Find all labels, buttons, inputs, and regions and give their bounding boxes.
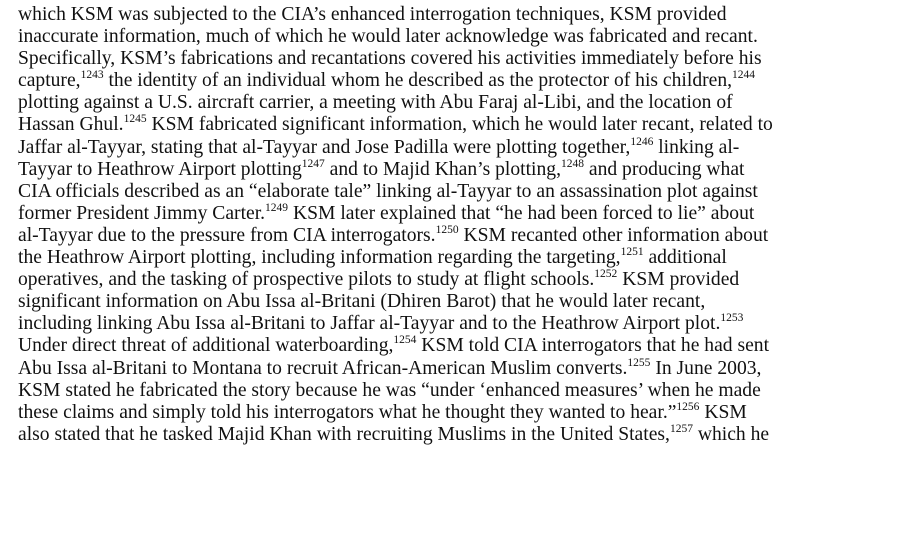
footnote-marker: 1244 [732, 69, 756, 82]
text-segment: also stated that he tasked Majid Khan with recruiting Muslims in the United States, [18, 423, 670, 445]
footnote-marker: 1247 [301, 157, 325, 170]
text-segment: KSM told CIA interrogators that he had sent [416, 335, 770, 357]
text-segment: linking al- [653, 136, 740, 158]
text-segment: Abu Issa al-Britani to Montana to recruit African-American Muslim converts. [18, 357, 628, 379]
text-line [18, 247, 914, 269]
text-line [18, 70, 914, 92]
text-segment: Jaffar al-Tayyar, stating that al-Tayyar and Jose Padilla were plotting together, [18, 136, 631, 158]
footnote-marker: 1250 [435, 223, 459, 236]
body-text [18, 4, 914, 446]
text-segment: KSM fabricated significant information, which he would later recant, related to [146, 114, 773, 136]
text-line [18, 159, 914, 181]
text-segment: and to Majid Khan’s plotting, [324, 158, 561, 180]
text-segment: which KSM was subjected to the CIA’s enhanced interrogation techniques, KSM provided [18, 4, 727, 25]
footnote-marker: 1257 [669, 422, 693, 435]
text-segment: operatives, and the tasking of prospective pilots to study at flight schools. [18, 269, 595, 291]
footnote-marker: 1253 [720, 312, 744, 325]
text-line [18, 402, 914, 424]
text-line [18, 335, 914, 357]
text-segment: KSM stated he fabricated the story because he was “under ‘enhanced measures’ when he made [18, 379, 761, 401]
text-line [18, 424, 914, 446]
text-line [18, 380, 914, 402]
text-segment: KSM later explained that “he had been forced to lie” about [288, 202, 755, 224]
text-line [18, 48, 914, 70]
text-segment: KSM provided [617, 269, 740, 291]
text-segment: which he [692, 423, 770, 445]
footnote-marker: 1254 [393, 334, 417, 347]
text-line [18, 26, 914, 48]
text-segment: KSM [699, 401, 747, 423]
text-segment: CIA officials described as an “elaborate tale” linking al-Tayyar to an assassination plot against [18, 180, 758, 202]
text-line [18, 203, 914, 225]
footnote-marker: 1256 [676, 400, 700, 413]
text-segment: Specifically, KSM’s fabrications and recantations covered his activities immediately before his [18, 48, 762, 70]
text-segment: former President Jimmy Carter. [18, 202, 266, 224]
text-segment: additional [643, 247, 727, 269]
text-line [18, 92, 914, 114]
footnote-marker: 1246 [630, 135, 654, 148]
text-line [18, 291, 914, 313]
footnote-marker: 1245 [123, 113, 147, 126]
text-line [18, 114, 914, 136]
text-segment: Under direct threat of additional waterboarding, [18, 335, 394, 357]
text-segment: and producing what [583, 158, 745, 180]
text-segment: the Heathrow Airport plotting, including information regarding the targeting, [18, 247, 621, 269]
text-segment: Hassan Ghul. [18, 114, 124, 136]
footnote-marker: 1248 [560, 157, 584, 170]
text-segment: significant information on Abu Issa al-Britani (Dhiren Barot) that he would later recant, [18, 291, 706, 313]
text-line [18, 358, 914, 380]
text-line [18, 4, 914, 26]
text-segment: In June 2003, [650, 357, 762, 379]
text-segment: Tayyar to Heathrow Airport plotting [18, 158, 302, 180]
footnote-marker: 1252 [594, 268, 618, 281]
footnote-marker: 1251 [620, 246, 644, 259]
text-line [18, 137, 914, 159]
footnote-marker: 1249 [265, 201, 289, 214]
text-segment: inaccurate information, much of which he would later acknowledge was fabricated and recant. [18, 26, 758, 48]
text-segment: KSM recanted other information about [458, 224, 769, 246]
text-segment: including linking Abu Issa al-Britani to Jaffar al-Tayyar and to the Heathrow Airport plot. [18, 313, 721, 335]
text-line [18, 269, 914, 291]
text-segment: these claims and simply told his interrogators what he thought they wanted to hear.” [18, 401, 677, 423]
text-line [18, 313, 914, 335]
text-segment: capture, [18, 70, 81, 92]
text-line [18, 225, 914, 247]
text-segment: plotting against a U.S. aircraft carrier, a meeting with Abu Faraj al-Libi, and the location of [18, 92, 733, 114]
text-line [18, 181, 914, 203]
text-segment: al-Tayyar due to the pressure from CIA interrogators. [18, 224, 436, 246]
footnote-marker: 1243 [80, 69, 104, 82]
text-segment: the identity of an individual whom he described as the protector of his children, [103, 70, 733, 92]
footnote-marker: 1255 [627, 356, 651, 369]
